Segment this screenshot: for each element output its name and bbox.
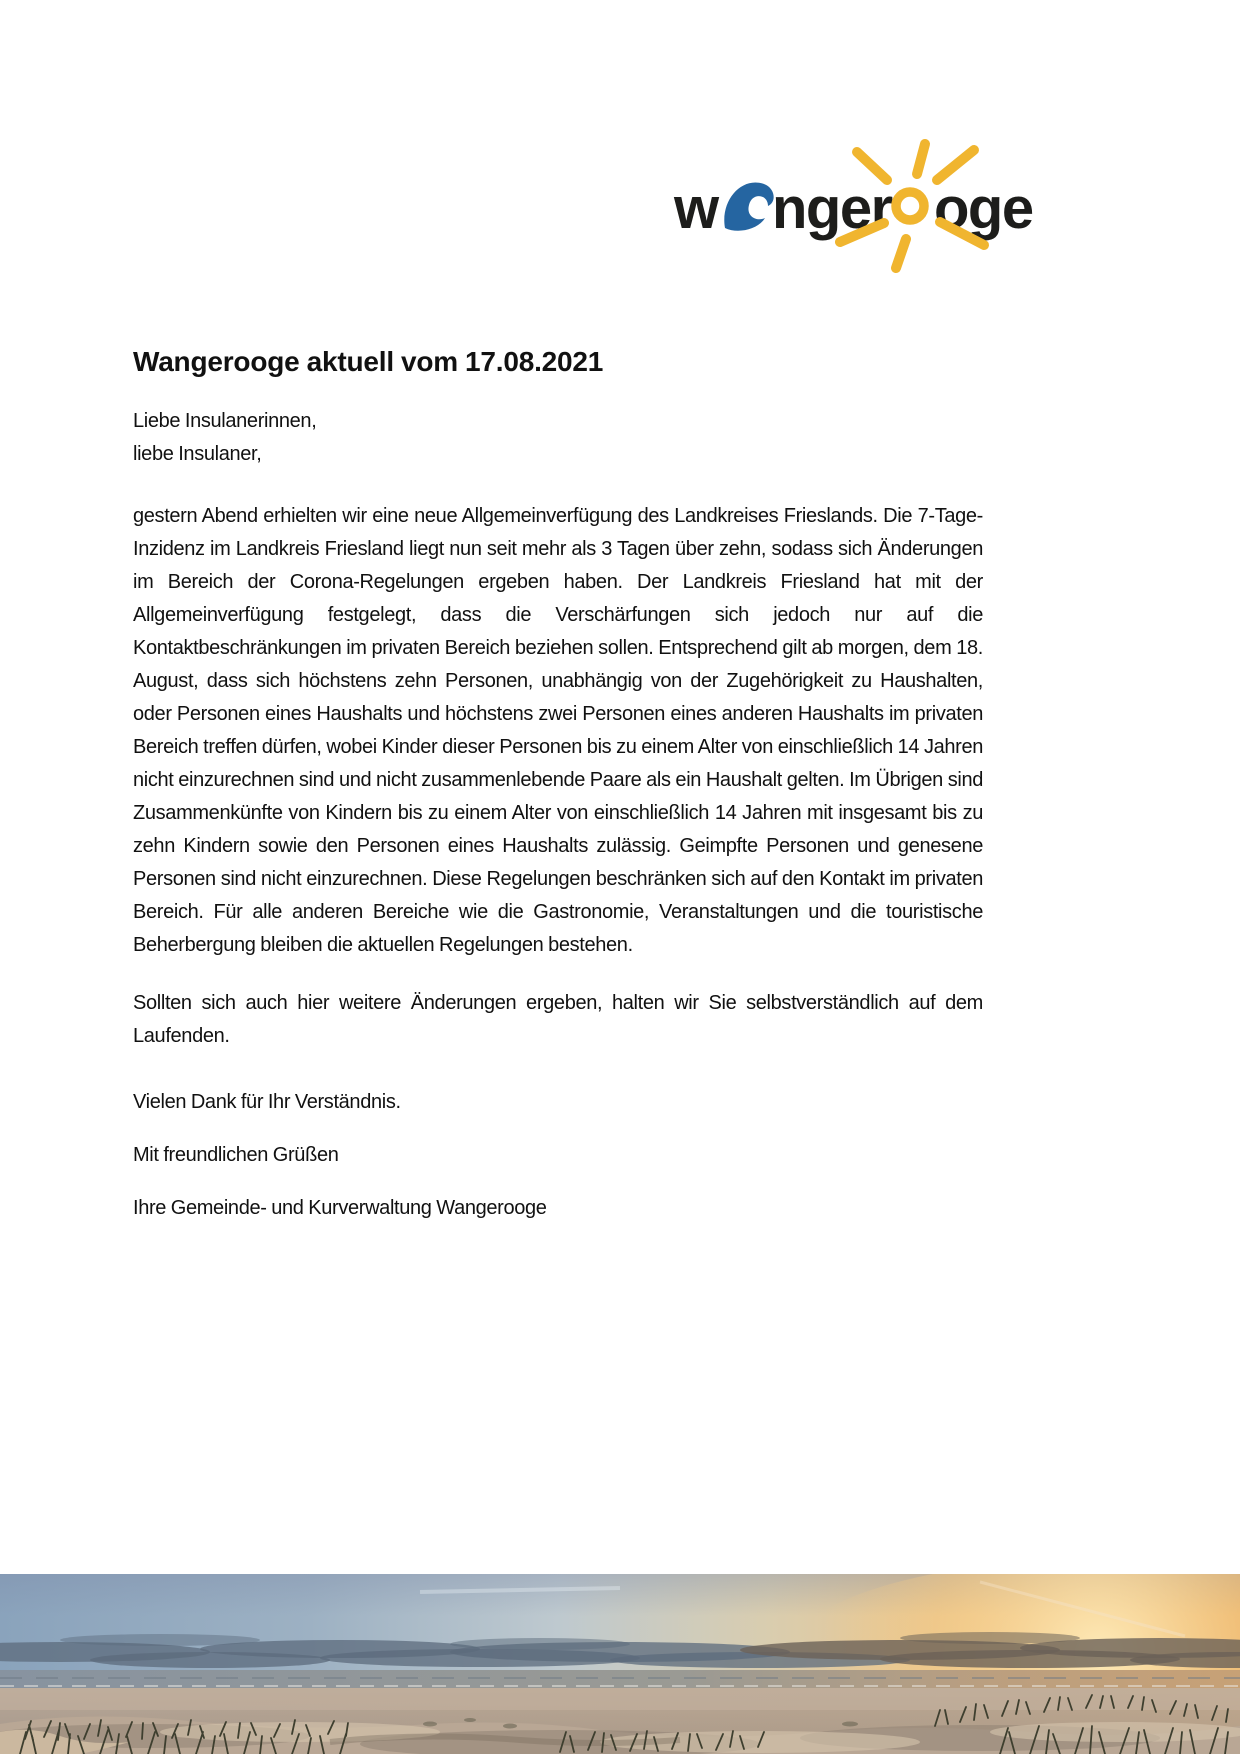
wangerooge-logo-graphic [622, 118, 1052, 278]
paragraph-regulations: gestern Abend erhielten wir eine neue Allgemeinverfügung des Landkreises Frieslands. Die 7-Tage-Inzidenz im Landkreis Friesland liegt nun seit mehr als 3 Tagen über zehn, sodass sich Änderungen im Bereich der Corona-Regelungen ergeben haben. Der Landkreis Friesland hat mit der Allgemeinverfügung festgelegt, dass die Verschärfungen sich jedoch nur auf die Kontaktbeschränkungen im privaten Bereich beziehen sollen. Entsprechend gilt ab morgen, dem 18. August, dass sich höchstens zehn Personen, unabhängig von der Zugehörigkeit zu Haushalten, oder Personen eines Haushalts und höchstens zwei Personen eines anderen Haushalts im privaten Bereich treffen dürfen, wobei Kinder dieser Personen bis zu einem Alter von einschließlich 14 Jahren nicht einzurechnen sind und nicht zusammenlebende Paare als ein Haushalt gelten. Im Übrigen sind Zusammenkünfte von Kindern bis zu einem Alter von einschließlich 14 Jahren mit insgesamt bis zu zehn Kindern sowie den Personen eines Haushalts zulässig. Geimpfte Personen und genesene Personen sind nicht einzurechnen. Diese Regelungen beschränken sich auf den Kontakt im privaten Bereich. Für alle anderen Bereiche wie die Gastronomie, Veranstaltungen und die touristische Beherbergung bleiben die aktuellen Regelungen bestehen. [133, 505, 983, 956]
salutation-line-2: liebe Insulaner, [133, 443, 262, 465]
salutation [133, 405, 983, 471]
beach-panorama-graphic [0, 1574, 1240, 1754]
signature-line: Ihre Gemeinde- und Kurverwaltung Wangerooge [133, 1197, 547, 1219]
wangerooge-logo [622, 118, 1052, 278]
logo-text-oge: oge [934, 176, 1033, 241]
logo-text-w: w [674, 176, 718, 241]
thanks-line: Vielen Dank für Ihr Verständnis. [133, 1091, 401, 1113]
paragraph-updates: Sollten sich auch hier weitere Änderungen ergeben, halten wir Sie selbstverständlich auf dem Laufenden. [133, 992, 983, 1047]
closing-line: Mit freundlichen Grüßen [133, 1144, 339, 1166]
wave-icon [724, 182, 773, 230]
letter-body [133, 345, 983, 1225]
page-title: Wangerooge aktuell vom 17.08.2021 [133, 346, 604, 377]
logo-text-nger: nger [772, 176, 892, 241]
salutation-line-1: Liebe Insulanerinnen, [133, 410, 317, 432]
beach-panorama-photo [0, 1574, 1240, 1754]
